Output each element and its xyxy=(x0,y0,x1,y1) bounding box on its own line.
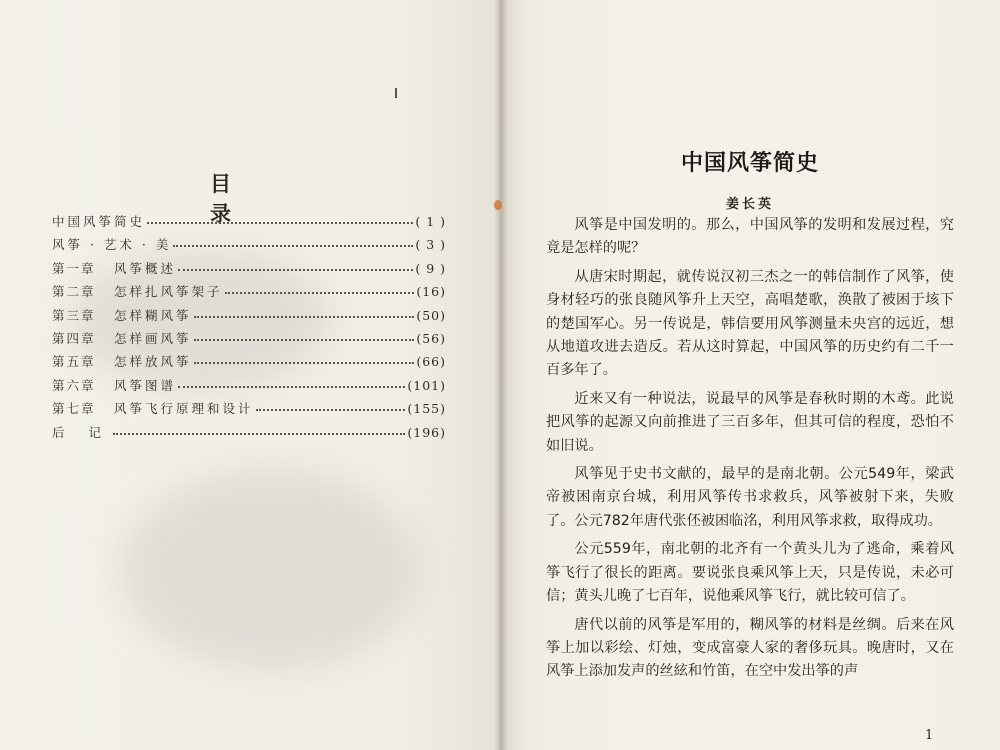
toc-page: (101) xyxy=(407,377,446,393)
toc-page: (196) xyxy=(407,424,446,440)
book-gutter xyxy=(494,0,508,750)
toc-page: (66) xyxy=(416,354,446,370)
toc-leader xyxy=(178,269,413,271)
toc-row[interactable] xyxy=(52,423,446,446)
toc-row[interactable] xyxy=(52,399,446,422)
toc-page: (16) xyxy=(416,284,446,300)
article-body xyxy=(546,214,954,689)
toc-leader xyxy=(194,339,415,341)
toc-row[interactable] xyxy=(52,282,446,305)
toc-label: 风筝概述 xyxy=(114,260,177,276)
toc-page: ( 1 ) xyxy=(415,214,446,229)
toc-label: 中国风筝简史 xyxy=(52,214,146,229)
toc-title: 目 录 xyxy=(210,172,259,226)
toc-leader xyxy=(256,409,406,411)
paragraph: 从唐宋时期起，就传说汉初三杰之一的韩信制作了风筝，使身材轻巧的张良随风筝升上天空，高唱楚歌，涣散了被困于垓下的楚国军心。另一传说是，韩信要用风筝测量未央宫的远近，想从地道攻进去造反。若从这时算起，中国风筝的历史约有二千一百多年了。 xyxy=(546,268,954,379)
toc-chapter: 第二章 xyxy=(52,284,96,300)
toc-chapter: 第七章 xyxy=(52,401,96,417)
toc-page: ( 9 ) xyxy=(415,260,446,276)
toc-row[interactable] xyxy=(52,376,446,399)
paragraph: 公元559年，南北朝的北齐有一个黄头儿为了逃命，乘着风筝飞行了很长的距离。要说张良乘风筝上天，只是传说，未必可信；黄头儿晚了七百年，说他乘风筝飞行，就比较可信了。 xyxy=(546,541,954,605)
table-of-contents xyxy=(52,212,446,446)
toc-page: (56) xyxy=(416,330,446,346)
toc-page: (50) xyxy=(416,307,446,323)
paragraph: 风筝见于史书文献的，最早的是南北朝。公元549年，梁武帝被困南京台城，利用风筝传书求救兵，风筝被射下来，失败了。公元782年唐代张伾被困临洺，利用风筝求救，取得成功。 xyxy=(546,466,954,529)
article-title: 中国风筝简史 xyxy=(680,151,819,176)
toc-leader xyxy=(194,316,415,318)
article-author: 姜长英 xyxy=(725,197,774,212)
toc-label: 风筝 · 艺术 · 美 xyxy=(52,237,172,253)
toc-leader xyxy=(178,386,405,388)
print-mark xyxy=(395,88,397,98)
toc-row[interactable] xyxy=(52,212,446,235)
toc-row[interactable] xyxy=(52,306,446,329)
toc-label: 怎样糊风筝 xyxy=(114,307,192,323)
toc-leader xyxy=(194,362,415,364)
toc-label: 怎样画风筝 xyxy=(114,330,192,346)
toc-row[interactable] xyxy=(52,352,446,375)
toc-chapter: 第五章 xyxy=(52,354,96,370)
toc-leader xyxy=(113,433,405,435)
toc-label: 怎样扎风筝架子 xyxy=(114,284,223,300)
toc-label: 后 记 xyxy=(52,424,111,440)
toc-leader xyxy=(147,222,413,224)
toc-chapter: 第三章 xyxy=(52,307,96,323)
toc-leader xyxy=(225,292,415,294)
paragraph: 风筝是中国发明的。那么，中国风筝的发明和发展过程，究竟是怎样的呢？ xyxy=(546,217,954,257)
paragraph: 近来又有一种说法，说最早的风筝是春秋时期的木鸢。此说把风筝的起源又向前推进了三百多年，但其可信的程度，恐怕不如旧说。 xyxy=(546,390,954,454)
toc-page: ( 3 ) xyxy=(415,237,446,253)
toc-chapter: 第四章 xyxy=(52,330,96,346)
page-shading xyxy=(120,470,420,670)
paragraph: 唐代以前的风筝是军用的，糊风筝的材料是丝绸。后来在风筝上加以彩绘、灯烛，变成富豪人家的奢侈玩具。晚唐时，又在风筝上添加发声的丝絃和竹笛，在空中发出筝的声 xyxy=(546,616,954,680)
toc-page: (155) xyxy=(407,401,446,417)
toc-label: 怎样放风筝 xyxy=(114,354,192,370)
toc-chapter: 第一章 xyxy=(52,260,96,276)
toc-leader xyxy=(173,245,413,247)
page-number: 1 xyxy=(925,728,934,743)
toc-label: 风筝飞行原理和设计 xyxy=(114,401,254,417)
toc-row[interactable] xyxy=(52,329,446,352)
toc-chapter: 第六章 xyxy=(52,377,96,393)
toc-row[interactable] xyxy=(52,259,446,282)
toc-row[interactable] xyxy=(52,235,446,258)
toc-label: 风筝图谱 xyxy=(114,377,177,393)
